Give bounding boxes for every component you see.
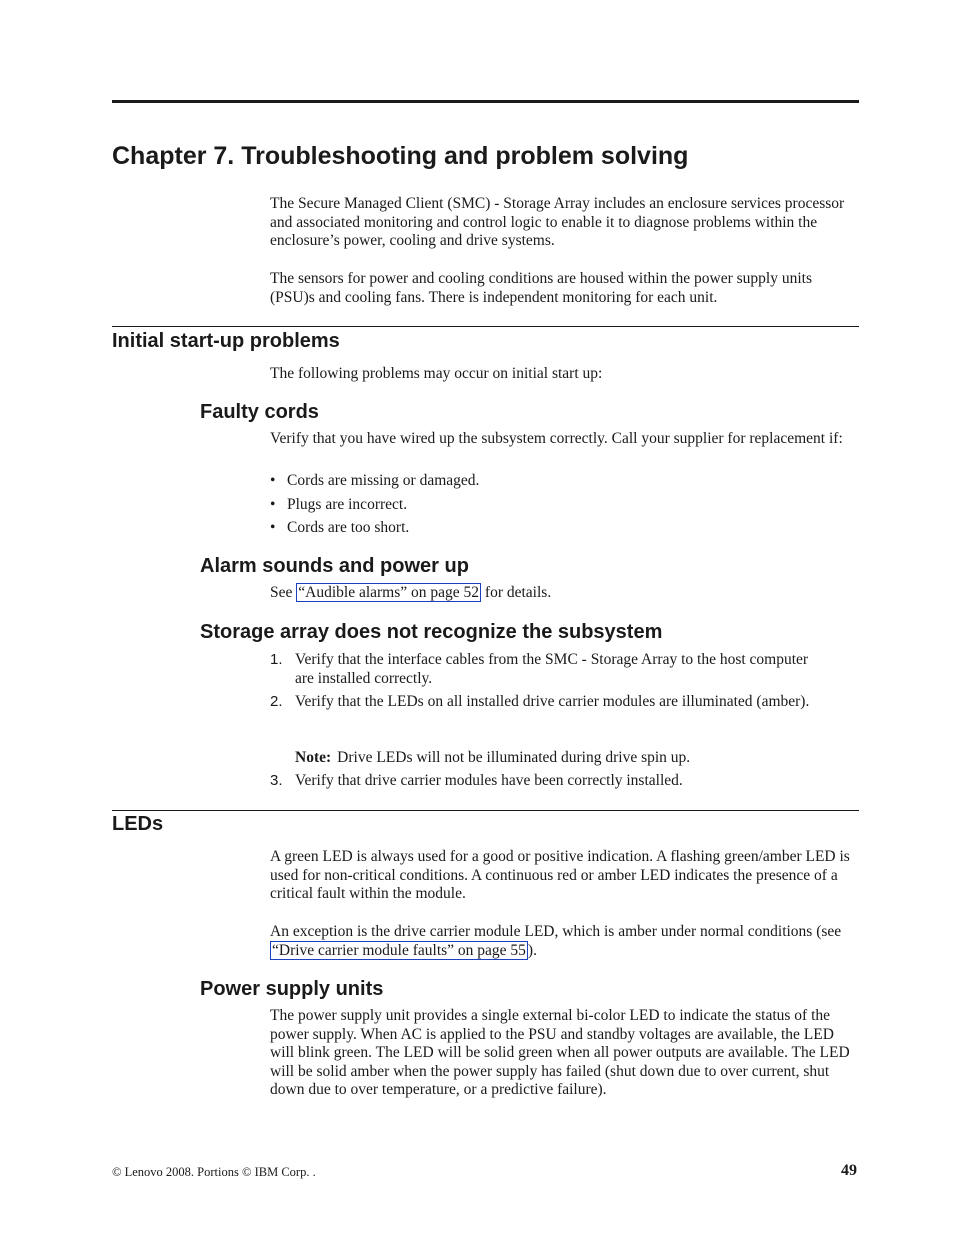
top-rule bbox=[112, 100, 859, 103]
faulty-cords-paragraph: Verify that you have wired up the subsystem correctly. Call your supplier for replacement if: bbox=[270, 430, 843, 447]
footer-copyright: © Lenovo 2008. Portions © IBM Corp. . bbox=[112, 1165, 316, 1179]
subsection-heading-psu: Power supply units bbox=[200, 978, 384, 1000]
section-heading-leds: LEDs bbox=[112, 813, 164, 835]
section-heading-initial: Initial start-up problems bbox=[112, 330, 340, 352]
item-text: Verify that the LEDs on all installed drive carrier modules are illuminated (amber). bbox=[295, 693, 810, 710]
initial-paragraph: The following problems may occur on initial start up: bbox=[270, 365, 603, 382]
subsection-heading-alarm: Alarm sounds and power up bbox=[200, 555, 469, 577]
note-text: Drive LEDs will not be illuminated during drive spin up. bbox=[337, 749, 691, 766]
alarm-text-pre: See bbox=[270, 584, 297, 601]
list-item-text: Cords are too short. bbox=[287, 519, 410, 536]
alarm-text-post: for details. bbox=[481, 584, 552, 601]
item-number: 3. bbox=[270, 772, 283, 789]
leds-paragraph-2 bbox=[270, 923, 860, 960]
list-item bbox=[270, 519, 860, 543]
list-item bbox=[270, 496, 860, 520]
drive-carrier-faults-link[interactable]: “Drive carrier module faults” on page 55 bbox=[272, 941, 526, 959]
note bbox=[295, 749, 690, 768]
subsection-heading-faulty-cords: Faulty cords bbox=[200, 401, 319, 423]
psu-paragraph: The power supply unit provides a single external bi-color LED to indicate the status of the power supply. When AC is applied to the PSU and standby voltages are available, the LED will blink green. The LED will be solid green when all power outputs are available. The LED will be solid amber when the power supply has failed (shut down due to over current, shut down due to over temperature, or a predictive failure). bbox=[270, 1007, 850, 1099]
chapter-title: Chapter 7. Troubleshooting and problem solving bbox=[112, 142, 689, 170]
item-text: Verify that the interface cables from the SMC - Storage Array to the host computer are installed correctly. bbox=[295, 651, 809, 687]
faulty-cords-list bbox=[270, 472, 860, 543]
intro-paragraph-1: The Secure Managed Client (SMC) - Storage Array includes an enclosure services processor and associated monitoring and control logic to enable it to diagnose problems within the enclosure’s power, cooling and drive systems. bbox=[270, 195, 845, 250]
section-rule bbox=[112, 326, 859, 327]
section-rule bbox=[112, 810, 859, 811]
list-item bbox=[270, 472, 860, 496]
bullet: • bbox=[270, 519, 276, 536]
list-item-text: Cords are missing or damaged. bbox=[287, 472, 480, 489]
leds-paragraph-1: A green LED is always used for a good or positive indication. A flashing green/amber LED is used for non-critical conditions. A continuous red or amber LED indicates the presence of a critical fault within the module. bbox=[270, 848, 850, 903]
bullet: • bbox=[270, 495, 276, 513]
bullet: • bbox=[270, 472, 276, 489]
item-number: 1. bbox=[270, 651, 283, 668]
note-label: Note: bbox=[295, 749, 332, 766]
list-item-text: Plugs are incorrect. bbox=[287, 495, 408, 513]
page-number: 49 bbox=[841, 1162, 857, 1179]
item-number: 2. bbox=[270, 693, 283, 710]
audible-alarms-link[interactable]: “Audible alarms” on page 52 bbox=[298, 584, 480, 601]
intro-paragraph-2: The sensors for power and cooling conditions are housed within the power supply units (PSU)s and cooling fans. There is independent monitoring for each unit. bbox=[270, 270, 812, 306]
leds-text-pre: An exception is the drive carrier module LED, which is amber under normal conditions (see bbox=[270, 923, 842, 940]
alarm-paragraph bbox=[270, 584, 860, 603]
leds-text-post: ). bbox=[527, 941, 537, 959]
item-text: Verify that drive carrier modules have been correctly installed. bbox=[295, 772, 683, 789]
subsection-heading-storage-array: Storage array does not recognize the subsystem bbox=[200, 621, 663, 643]
